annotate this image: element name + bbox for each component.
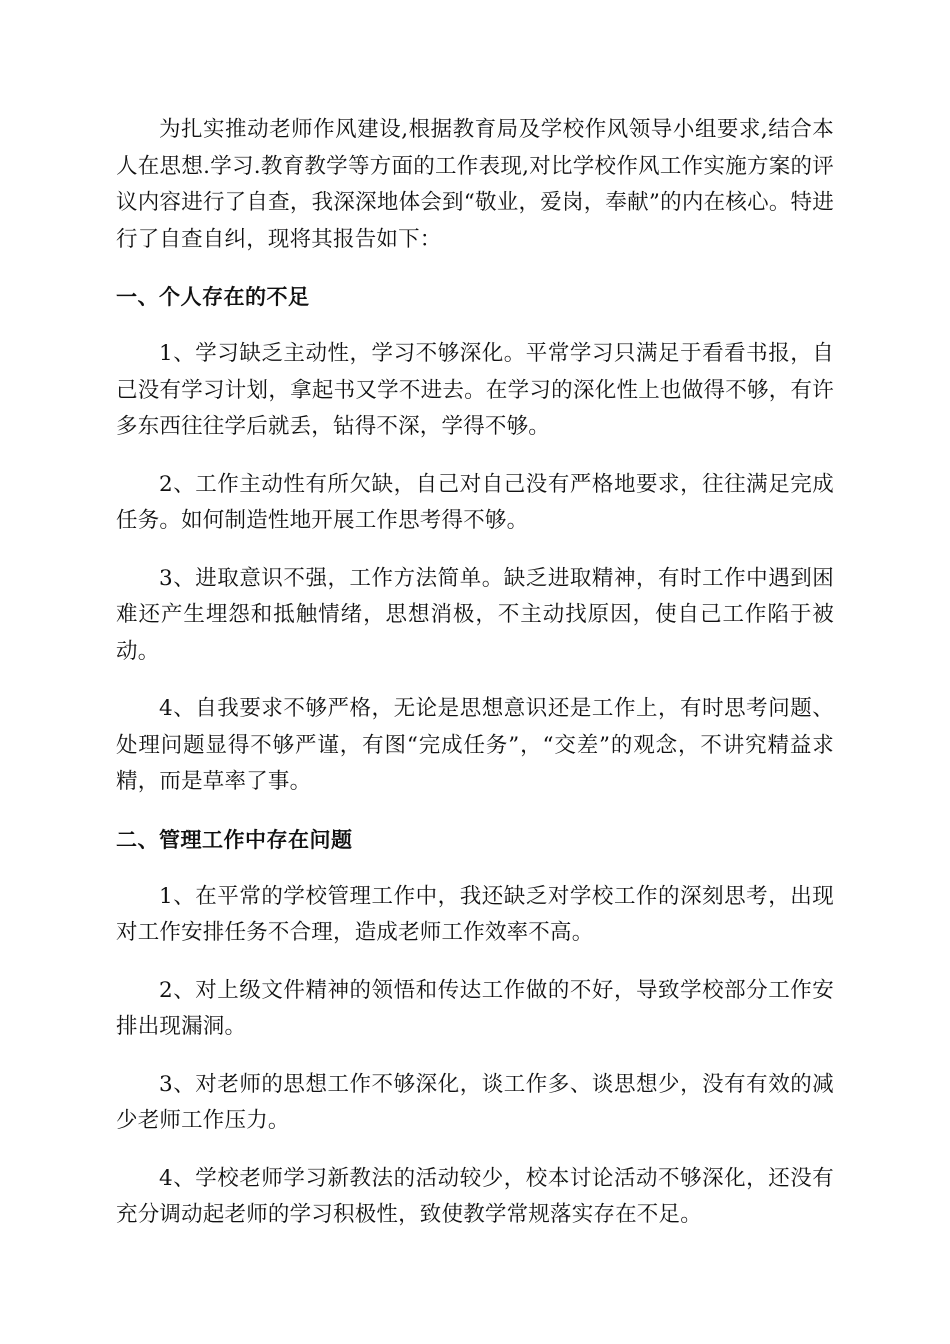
- section-2-item-2: 2、对上级文件精神的领悟和传达工作做的不好，导致学校部分工作安排出现漏洞。: [116, 977, 834, 1039]
- section-1-item-3: 3、进取意识不强，工作方法简单。缺乏进取精神，有时工作中遇到困难还产生埋怨和抵触情绪，思想消极，不主动找原因，使自己工作陷于被动。: [116, 565, 834, 664]
- section-1-item-2: 2、工作主动性有所欠缺，自己对自己没有严格地要求，往往满足完成任务。如何制造性地开展工作思考得不够。: [116, 471, 834, 533]
- section-2-item-1: 1、在平常的学校管理工作中，我还缺乏对学校工作的深刻思考，出现对工作安排任务不合理，造成老师工作效率不高。: [116, 883, 834, 945]
- intro-paragraph: 为扎实推动老师作风建设,根据教育局及学校作风领导小组要求,结合本人在思想.学习.教育教学等方面的工作表现,对比学校作风工作实施方案的评议内容进行了自查，我深深地体会到“敬业，爱岗，奉献”的内在核心。特进行了自查自纠，现将其报告如下：: [116, 117, 834, 252]
- section-heading-1: 一、个人存在的不足: [116, 285, 310, 309]
- section-2-item-3: 3、对老师的思想工作不够深化，谈工作多、谈思想少，没有有效的减少老师工作压力。: [116, 1071, 834, 1133]
- section-1-item-4: 4、自我要求不够严格，无论是思想意识还是工作上，有时思考问题、处理问题显得不够严谨，有图“完成任务”，“交差”的观念，不讲究精益求精，而是草率了事。: [116, 696, 834, 794]
- document-body: [116, 112, 834, 1255]
- section-heading-2: 二、管理工作中存在问题: [116, 827, 353, 852]
- section-2-item-4: 4、学校老师学习新教法的活动较少，校本讨论活动不够深化，还没有充分调动起老师的学习积极性，致使教学常规落实存在不足。: [116, 1165, 834, 1227]
- section-1-item-1: 1、学习缺乏主动性，学习不够深化。平常学习只满足于看看书报，自己没有学习计划，拿起书又学不进去。在学习的深化性上也做得不够，有许多东西往往学后就丢，钻得不深，学得不够。: [116, 341, 834, 439]
